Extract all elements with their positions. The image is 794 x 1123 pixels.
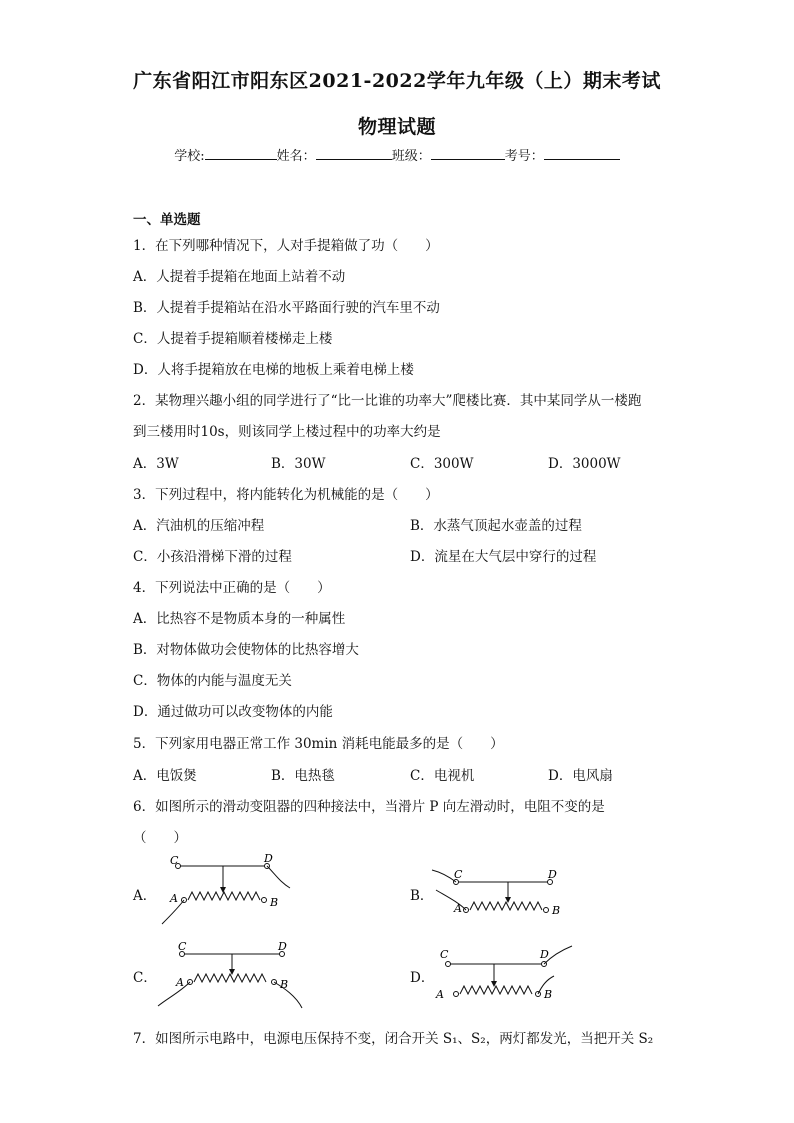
q1-option-c: C．人提着手提箱顺着楼梯走上楼 — [133, 331, 333, 347]
q6-stem-line1: 6．如图所示的滑动变阻器的四种接法中，当滑片 P 向左滑动时，电阻不变的是 — [133, 799, 605, 815]
rheostat-diagram-b — [430, 866, 580, 926]
q5-stem: 5．下列家用电器正常工作 30min 消耗电能最多的是（ ） — [133, 736, 504, 752]
q2-stem-line1: 2．某物理兴趣小组的同学进行了“比一比谁的功率大”爬楼比赛．其中某同学从一楼跑 — [133, 393, 642, 409]
terminal-label-c: C — [454, 868, 463, 881]
q5-option-d: D．电风扇 — [548, 768, 613, 784]
rheostat-diagram-c — [150, 936, 310, 1012]
q2-option-a: A．3W — [133, 456, 179, 472]
school-blank — [205, 147, 277, 160]
school-label: 学校: — [174, 149, 205, 164]
terminal-label-a: A — [170, 892, 178, 905]
terminal-label-b: B — [552, 904, 561, 917]
terminal-label-a: A — [176, 976, 184, 989]
class-label: 班级： — [391, 149, 431, 164]
page-subtitle: 物理试题 — [357, 116, 436, 138]
exam-no-label: 考号： — [504, 149, 544, 164]
section-heading: 一、单选题 — [133, 212, 201, 228]
q3-option-d: D．流星在大气层中穿行的过程 — [410, 549, 597, 565]
q4-stem: 4．下列说法中正确的是（ ） — [133, 580, 331, 596]
exam-no-blank — [544, 147, 620, 160]
terminal-label-a: A — [436, 988, 444, 1001]
terminal-label-a: A — [454, 902, 462, 915]
q1-option-a: A．人提着手提箱在地面上站着不动 — [133, 269, 346, 285]
rheostat-diagram-a — [150, 852, 300, 928]
q4-option-c: C．物体的内能与温度无关 — [133, 673, 292, 689]
q3-option-b: B．水蒸气顶起水壶盖的过程 — [410, 518, 582, 534]
q1-stem: 1．在下列哪种情况下，人对手提箱做了功（ ） — [133, 238, 439, 254]
q6-option-a-label: A． — [133, 888, 157, 904]
terminal-label-b: B — [544, 988, 553, 1001]
name-blank — [316, 147, 392, 160]
q5-option-b: B．电热毯 — [271, 768, 335, 784]
terminal-label-b: B — [280, 978, 289, 991]
q5-option-a: A．电饭煲 — [133, 768, 197, 784]
q3-option-a: A．汽油机的压缩冲程 — [133, 518, 265, 534]
page-title: 广东省阳江市阳东区2021-2022学年九年级（上）期末考试 — [133, 70, 661, 92]
q2-option-c: C．300W — [410, 456, 474, 472]
q4-option-a: A．比热容不是物质本身的一种属性 — [133, 611, 346, 627]
q6-stem-line2: （ ） — [133, 830, 187, 846]
student-info-row — [0, 145, 794, 164]
q3-stem: 3．下列过程中，将内能转化为机械能的是（ ） — [133, 487, 439, 503]
q1-option-b: B．人提着手提箱站在沿水平路面行驶的汽车里不动 — [133, 300, 440, 316]
rheostat-diagram-d — [430, 942, 580, 1008]
q6-option-b-label: B． — [410, 888, 434, 904]
q2-stem-line2: 到三楼用时10s，则该同学上楼过程中的功率大约是 — [133, 424, 441, 440]
terminal-label-b: B — [270, 896, 279, 909]
terminal-label-d: D — [278, 940, 287, 953]
q3-option-c: C．小孩沿滑梯下滑的过程 — [133, 549, 292, 565]
q2-option-b: B．30W — [271, 456, 326, 472]
q4-option-b: B．对物体做功会使物体的比热容增大 — [133, 642, 359, 658]
terminal-label-d: D — [548, 868, 557, 881]
terminal-label-c: C — [178, 940, 187, 953]
name-label: 姓名： — [276, 149, 316, 164]
terminal-label-d: D — [540, 948, 549, 961]
q6-option-d-label: D． — [410, 970, 435, 986]
q6-option-c-label: C． — [133, 970, 157, 986]
class-blank — [431, 147, 505, 160]
terminal-label-d: D — [264, 852, 273, 865]
q2-option-d: D．3000W — [548, 456, 621, 472]
q4-option-d: D．通过做功可以改变物体的内能 — [133, 704, 333, 720]
terminal-label-c: C — [170, 854, 179, 867]
q1-option-d: D．人将手提箱放在电梯的地板上乘着电梯上楼 — [133, 362, 414, 378]
q7-stem: 7．如图所示电路中，电源电压保持不变，闭合开关 S₁、S₂，两灯都发光，当把开关 S₂ — [133, 1031, 654, 1047]
q5-option-c: C．电视机 — [410, 768, 475, 784]
terminal-label-c: C — [440, 948, 449, 961]
